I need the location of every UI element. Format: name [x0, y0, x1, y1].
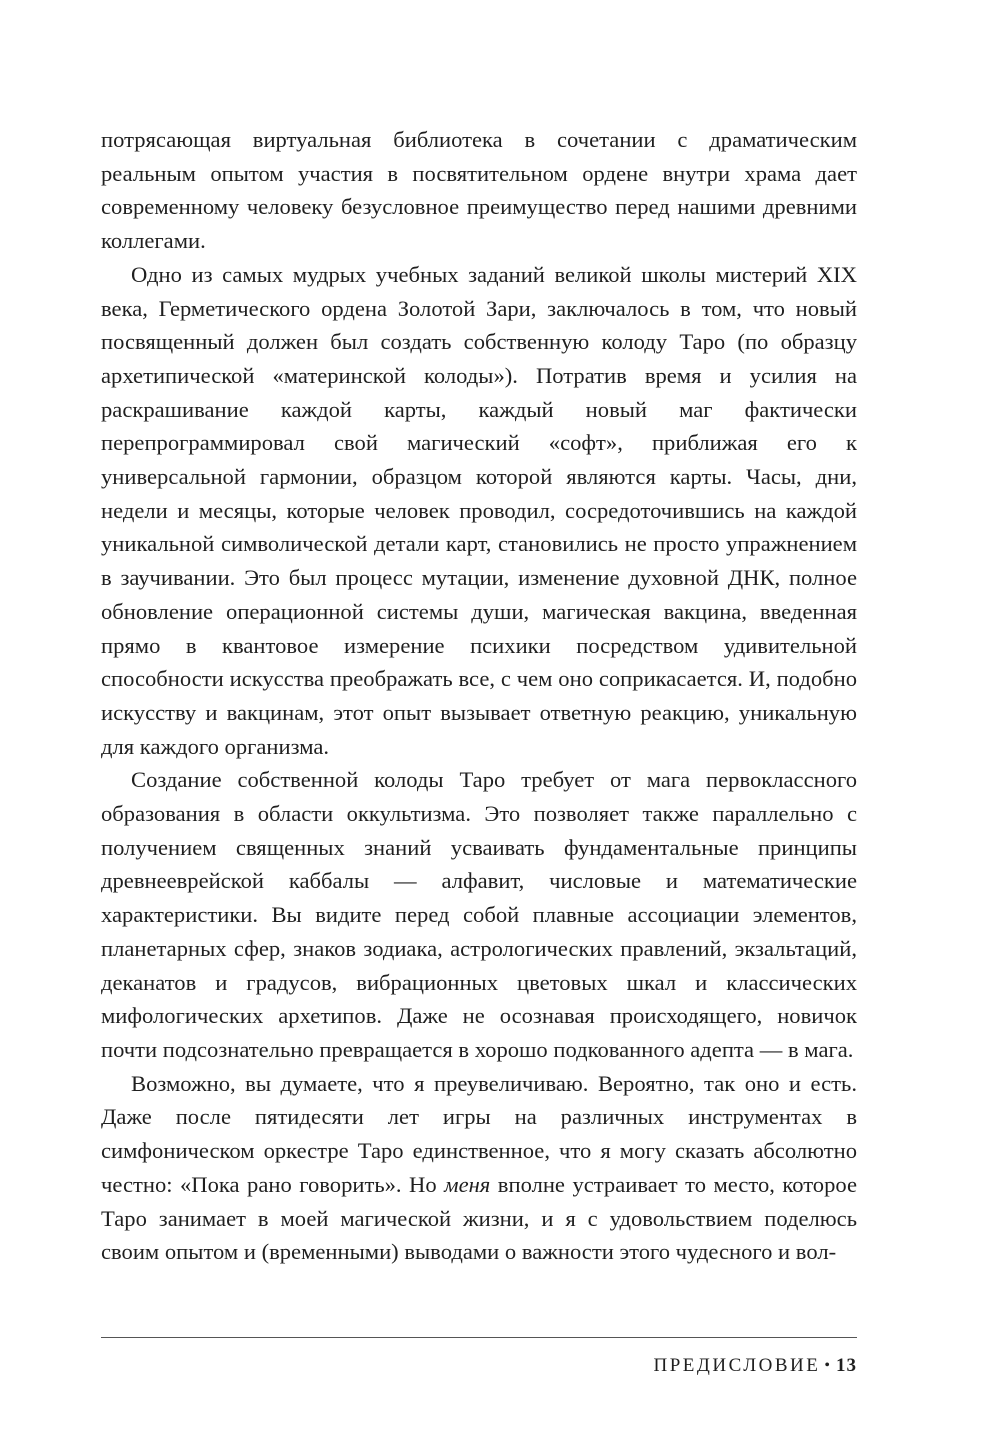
paragraph-3: Создание собственной колоды Таро требует от мага первоклассного образования в области оккультизма. Это позволяет также параллельно с получением священных знаний усваивать фундаментальные принципы древнееврейской каббалы — алфавит, числовые и математические характеристики. Вы видите перед собой плавные ассоциации элементов, планетарных сфер, знаков зодиака, астрологических правлений, экзальтаций, деканатов и градусов, вибрационных цветовых шкал и классических мифологических архетипов. Даже не осознавая происходящего, новичок почти подсознательно превращается в хорошо подкованного адепта — в мага.: [101, 767, 857, 1062]
paragraph-4-emphasis: меня: [444, 1171, 491, 1197]
paragraph-2: Одно из самых мудрых учебных заданий великой школы мистерий XIX века, Герметического ордена Золотой Зари, заключалось в том, что новый посвященный должен был создать собственную колоду Таро (по образцу архетипической «материнской колоды»). Потратив время и усилия на раскрашивание каждой карты, каждый новый маг фактически перепрограммировал свой магический «софт», приближая его к универсальной гармонии, образцом которой являются карты. Часы, дни, недели и месяцы, которые человек проводил, сосредоточившись на каждой уникальной символической детали карт, становились не просто упражнением в заучивании. Это был процесс мутации, изменение духовной ДНК, полное обновление операционной системы души, магическая вакцина, введенная прямо в квантовое измерение психики посредством удивительной способности искусства преображать все, с чем оно соприкасается. И, подобно искусству и вакцинам, этот опыт вызывает ответную реакцию, уникальную для каждого организма.: [101, 261, 857, 759]
page-footer: [101, 1355, 857, 1377]
paragraph-4-text-start: Возможно, вы думаете, что я преувеличиваю. Вероятно, так оно и есть. Даже после пятидесяти лет игры на различных инструментах в симфоническом оркестре Таро единственное, что я могу сказать абсолютно честно: «Пока рано говорить». Но: [101, 1070, 857, 1197]
paragraph-4: [101, 1067, 857, 1269]
paragraph-1: потрясающая виртуальная библиотека в сочетании с драматическим реальным опытом участия в посвятительном ордене внутри храма дает современному человеку безусловное преимущество перед нашими древними коллегами.: [101, 127, 857, 254]
body-text: [101, 123, 857, 1269]
page-number: 13: [836, 1355, 857, 1376]
footer-divider: [101, 1337, 857, 1338]
running-head: ПРЕДИСЛОВИЕ: [653, 1355, 821, 1376]
bullet-separator-icon: •: [824, 1357, 830, 1374]
paragraph-4-text-end: вполне устраивает то место, которое Таро занимает в моей магической жизни, и я с удовольствием поделюсь своим опытом и (временными) выводами о важности этого чудесного и вол-: [101, 1171, 857, 1265]
